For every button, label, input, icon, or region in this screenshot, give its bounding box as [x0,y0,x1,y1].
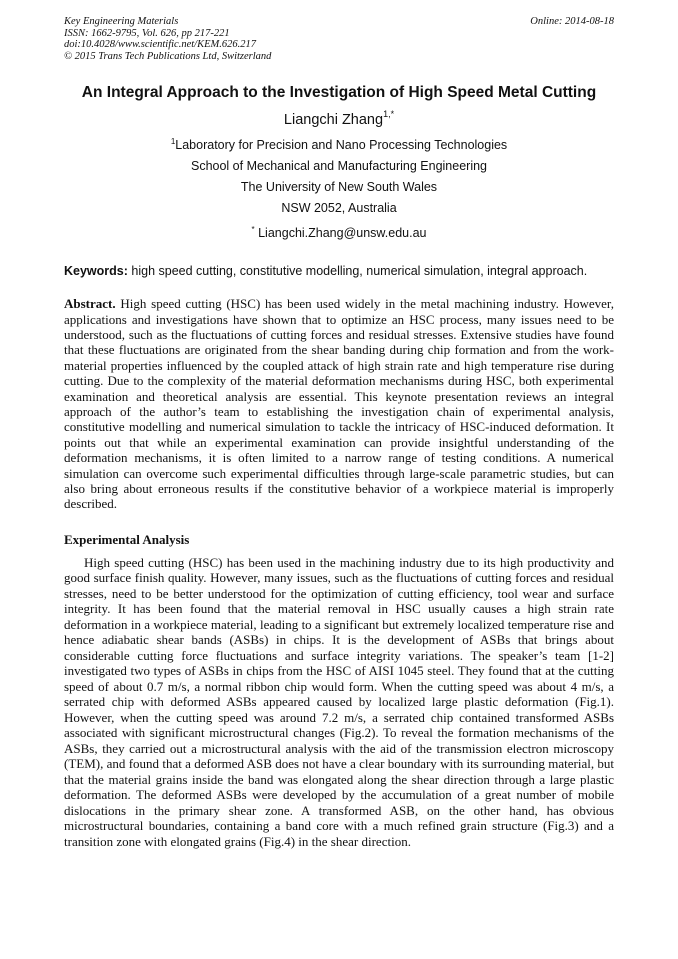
section-paragraph: High speed cutting (HSC) has been used in the machining industry due to its high productivity and good surface finish quality. However, many issues, such as the fluctuations of cutting forces and residual stresses, need to be better understood for the optimization of cutting efficiency, tool wear and surface integrity. It has been found that the material removal in HSC usually causes a high strain rate deformation in a workpiece material, leading to a significant but extremely localized temperature rise and hence adiabatic shear bands (ASBs) in chips. It is the development of ASBs that brings about considerable cutting force fluctuations and surface integrity variations. The speaker’s team [1-2] investigated two types of ASBs in chips from the HSC of AISI 1045 steel. They found that at the cutting speed of about 0.7 m/s, a normal ribbon chip would form. When the cutting speed was about 4 m/s, a serrated chip with deformed ASBs appeared caused by localized large plastic deformation (Fig.1). However, when the cutting speed was around 7.2 m/s, a serrated chip contained transformed ASBs associated with significant microstructural changes (Fig.2). To reveal the formation mechanisms of the ASBs, they carried out a microstructural analysis with the aid of the transmission electron microscopy (TEM), and found that a deformed ASB does not have a clear boundary with its surrounding material, but that the material grains inside the band was elongated along the shear direction through a large plastic deformation. The deformed ASBs were developed by the accumulation of a great number of mobile dislocations in the primary shear zone. A transformed ASB, on the other hand, has obvious microstructural boundaries, containing a band core with a much refined grain structure (Fig.3) and a transition zone with elongated grains (Fig.4) in the shear direction. [64,554,614,849]
keywords-text: high speed cutting, constitutive modelling, numerical simulation, integral approach. [131,264,588,279]
keywords [64,264,614,278]
abstract [64,296,614,512]
email-superscript: * [251,224,255,234]
abstract-label: Abstract. [64,296,116,312]
author-superscript: 1,* [383,109,395,119]
affiliation-school: School of Mechanical and Manufacturing Engineering [190,158,488,173]
author-name: Liangchi Zhang [283,111,384,128]
affiliation-university: The University of New South Wales [240,179,438,194]
journal-header [64,16,614,62]
author-line [64,110,614,128]
paper-title: An Integral Approach to the Investigation of High Speed Metal Cutting [81,84,597,101]
section-heading: Experimental Analysis [64,531,190,547]
online-date: Online: 2014-08-18 [530,16,614,27]
journal-copyright: © 2015 Trans Tech Publications Ltd, Switzerland [64,50,272,62]
affiliation-lab-text: Laboratory for Precision and Nano Processing Technologies [175,137,508,152]
author-email: Liangchi.Zhang@unsw.edu.au [258,226,427,241]
affiliation-lab-superscript: 1 [170,136,176,146]
affiliations [64,131,614,244]
journal-issn: ISSN: 1662-9795, Vol. 626, pp 217-221 [64,27,230,39]
affiliation-location: NSW 2052, Australia [281,200,397,215]
journal-info [64,16,271,62]
author-email-line [64,219,614,244]
keywords-label: Keywords: [64,264,128,279]
journal-doi: doi:10.4028/www.scientific.net/KEM.626.217 [64,39,256,50]
affiliation-lab [64,131,614,156]
abstract-text: High speed cutting (HSC) has been used widely in the metal machining industry. However, applications and investigations have shown that to optimize an HSC process, many issues need to be understood, such as the fluctuations of cutting forces and residual stresses. Extensive studies have found that these fluctuations are originated from the shear banding during chip formation and from the work-material properties influenced by the coupled attack of high strain rate and high temperature rise during cutting. Due to the complexity of the material deformation mechanisms during HSC, both experimental examination and theoretical analysis are essential. This keynote presentation reviews an integral approach of the author’s team to establishing the investigation chain of experimental analysis, constitutive modelling and numerical simulation to tackle the intricacy of HSC-induced deformation. It points out that while an experimental examination can provide insightful understanding of the deformation mechanisms, it is often limited to a narrow range of testing conditions. A numerical simulation can overcome such experimental difficulties through large-scale parametric studies, but can also bring about erroneous results if the constitutive behavior of a workpiece material is improperly described. [64,296,614,512]
journal-name: Key Engineering Materials [64,16,179,27]
